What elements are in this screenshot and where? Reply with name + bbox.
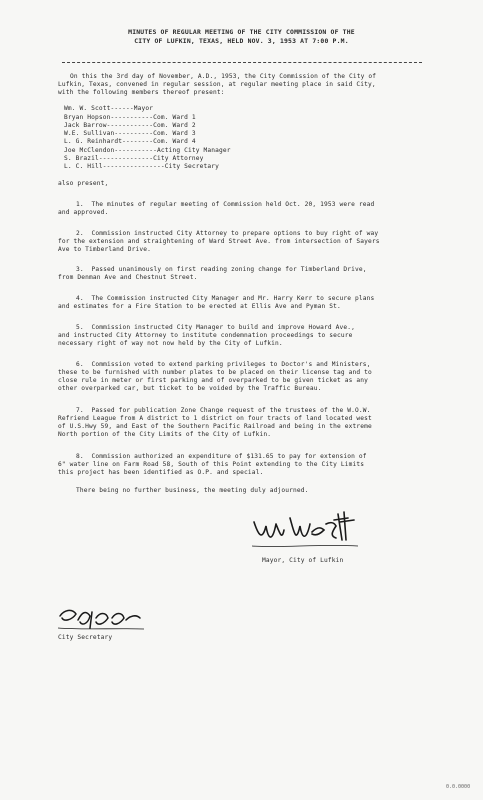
item-6-line: close rule in meter or first parking and of overparked to be given ticket as any — [58, 377, 369, 384]
member-row: L. C. Hill----------------City Secretary — [64, 163, 220, 170]
member-row: Joe McClendon-----------Acting City Manager — [64, 147, 231, 154]
item-5-line: necessary right of way not now held by the City of Lufkin. — [58, 340, 283, 347]
item-8-line: 6" water line on Farm Road 58, South of this Point extending to the City Limits — [58, 461, 365, 468]
item-4-line: 4. The Commission instructed City Manager and Mr. Harry Kerr to secure plans — [76, 295, 375, 302]
item-7-line: North portion of the City Limits of the City of Lufkin. — [58, 431, 272, 438]
minutes-title-line-2: CITY OF LUFKIN, TEXAS, HELD NOV. 3, 1953 AT 7:00 P.M. — [134, 37, 349, 45]
secretary-title: City Secretary — [58, 634, 113, 641]
item-5-line: 5. Commission instructed City Manager to build and improve Howard Ave., — [76, 324, 356, 331]
member-row: Wm. W. Scott------Mayor — [64, 105, 154, 112]
intro-line-2: Lufkin, Texas, convened in regular session, at regular meeting place in said City, — [58, 81, 376, 88]
item-6-line: 6. Commission voted to extend parking privileges to Doctor's and Ministers, — [76, 361, 371, 368]
also-present-label: also present, — [58, 180, 109, 187]
item-7-line: 7. Passed for publication Zone Change request of the trustees of the W.O.W. — [76, 407, 371, 414]
minutes-title-line-1: MINUTES OF REGULAR MEETING OF THE CITY COMMISSION OF THE — [128, 28, 355, 36]
page-stamp: 0.0.0000 — [446, 784, 471, 790]
item-8-line: 8. Commission authorized an expenditure of $131.65 to pay for extension of — [76, 453, 367, 460]
item-3-line: from Denman Ave and Chestnut Street. — [58, 274, 198, 281]
member-row: S. Brazil--------------City Attorney — [64, 155, 204, 162]
item-7-line: of U.S.Hwy 59, and East of the Southern Pacific Railroad and being in the extreme — [58, 423, 372, 430]
member-row: L. G. Reinhardt--------Com. Ward 4 — [64, 138, 196, 145]
mayor-title: Mayor, City of Lufkin — [262, 557, 344, 564]
item-8-line: this project has been identified as O.P. and special. — [58, 469, 264, 476]
item-2-line: for the extension and straightening of Ward Street Ave. from intersection of Sayers — [58, 238, 380, 245]
item-6-line: these to be furnished with number plates to be placed on their license tag and to — [58, 369, 372, 376]
item-2-line: Ave to Timberland Drive. — [58, 246, 152, 253]
item-4-line: and estimates for a Fire Station to be erected at Ellis Ave and Pyman St. — [58, 303, 341, 310]
item-1-line: and approved. — [58, 209, 109, 216]
item-5-line: and instructed City Attorney to institute condemnation proceedings to secure — [58, 332, 353, 339]
mayor-signature — [250, 504, 360, 554]
intro-line-1: On this the 3rd day of November, A.D., 1953, the City Commission of the City of — [70, 73, 377, 80]
item-3-line: 3. Passed unanimously on first reading zoning change for Timberland Drive, — [76, 266, 367, 273]
header-divider — [62, 62, 422, 63]
item-7-line: Refriend League from A district to 1 district on four tracts of land located west — [58, 415, 372, 422]
member-row: W.E. Sullivan----------Com. Ward 3 — [64, 130, 196, 137]
member-row: Bryan Hopson-----------Com. Ward 1 — [64, 114, 196, 121]
item-1-line: 1. The minutes of regular meeting of Commission held Oct. 20, 1953 were read — [76, 201, 375, 208]
secretary-signature — [54, 598, 146, 638]
intro-line-3: with the following members thereof present: — [58, 89, 225, 96]
item-2-line: 2. Commission instructed City Attorney to prepare options to buy right of way — [76, 230, 379, 237]
item-6-line: other overparked car, but ticket to be voided by the Traffic Bureau. — [58, 385, 322, 392]
closing-statement: There being no further business, the meeting duly adjourned. — [76, 487, 309, 494]
member-row: Jack Barrow------------Com. Ward 2 — [64, 122, 196, 129]
